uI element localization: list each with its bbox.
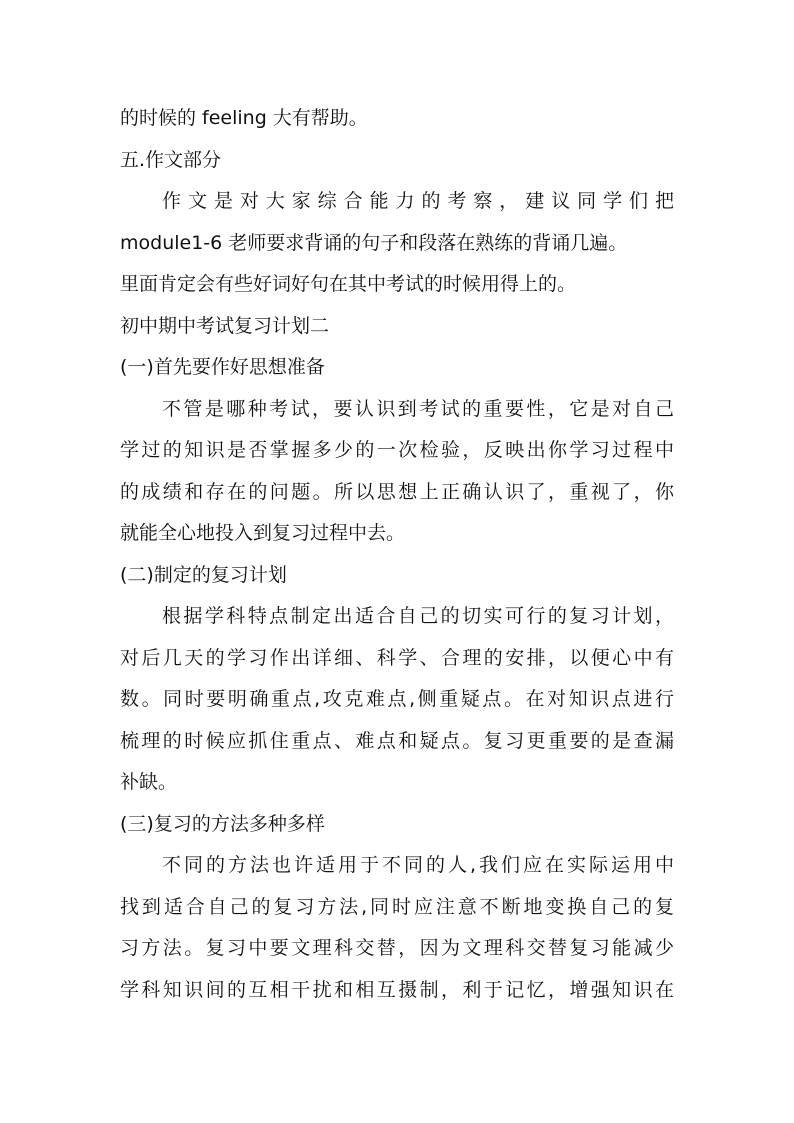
text-line: module1-6 老师要求背诵的句子和段落在熟练的背诵几遍。 xyxy=(120,232,628,254)
text-line: 学科知识间的互相干扰和相互摄制，利于记忆，增强知识在 xyxy=(120,979,674,1001)
text-line: 的时候的 feeling 大有帮助。 xyxy=(120,107,368,129)
text-line: 梳理的时候应抓住重点、难点和疑点。复习更重要的是查漏 xyxy=(120,730,674,752)
text-line: 不同的方法也许适用于不同的人,我们应在实际运用中 xyxy=(162,854,674,876)
text-line: 找到适合自己的复习方法,同时应注意不断地变换自己的复 xyxy=(120,896,674,918)
section-heading: 初中期中考试复习计划二 xyxy=(120,315,330,337)
text-line: 作文是对大家综合能力的考察，建议同学们把 xyxy=(162,190,674,212)
text-line: 里面肯定会有些好词好句在其中考试的时候用得上的。 xyxy=(120,273,577,295)
text-line: 习方法。复习中要文理科交替，因为文理科交替复习能减少 xyxy=(120,937,674,959)
section-heading: 五.作文部分 xyxy=(120,149,222,171)
subsection-heading: (一)首先要作好思想准备 xyxy=(120,356,325,378)
text-line: 根据学科特点制定出适合自己的切实可行的复习计划， xyxy=(162,605,674,627)
subsection-heading: (二)制定的复习计划 xyxy=(120,564,287,586)
text-line: 的成绩和存在的问题。所以思想上正确认识了，重视了，你 xyxy=(120,481,674,503)
text-line: 对后几天的学习作出详细、科学、合理的安排，以便心中有 xyxy=(120,647,674,669)
subsection-heading: (三)复习的方法多种多样 xyxy=(120,813,325,835)
text-line: 数。同时要明确重点,攻克难点,侧重疑点。在对知识点进行 xyxy=(120,688,674,710)
text-line: 不管是哪种考试，要认识到考试的重要性，它是对自己 xyxy=(162,398,674,420)
text-line: 就能全心地投入到复习过程中去。 xyxy=(120,522,406,544)
text-line: 学过的知识是否掌握多少的一次检验，反映出你学习过程中 xyxy=(120,439,674,461)
text-line: 补缺。 xyxy=(120,771,178,793)
